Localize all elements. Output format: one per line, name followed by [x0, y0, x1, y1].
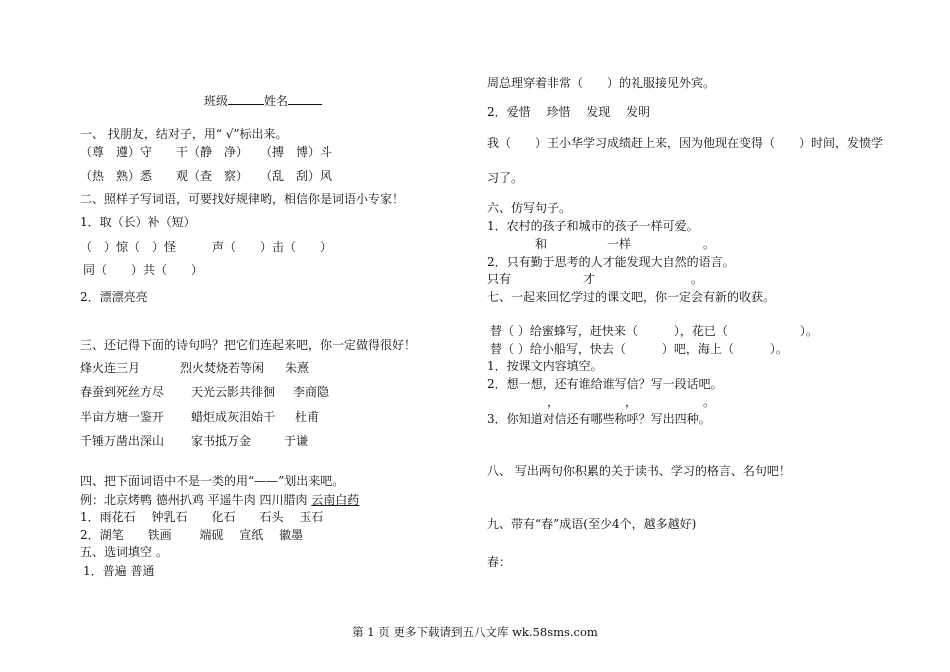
class-name-header — [204, 93, 322, 109]
poem-line: 烽火连三月 — [80, 361, 141, 375]
section-6-item-2-fill[interactable]: 只有 才 。 — [487, 272, 704, 286]
section-1-row-2: （热 熟）悉 观（查 察） （乱 刮）风 — [80, 169, 333, 183]
poem-line: 蜡炬成灰泪始干 — [191, 410, 276, 424]
section-5-sentence-2b: 习了。 — [487, 171, 524, 185]
poem-author: 于谦 — [284, 434, 309, 448]
section-2-row-1: （ ）惊（ ）怪 声（ ）击（ ） — [80, 240, 333, 254]
section-5-item-1: 1．普遍 普通 — [83, 564, 155, 578]
section-5-sentence-1: 周总理穿着非常（ ）的礼服接见外宾。 — [487, 76, 716, 90]
page-footer: 第 1 页 更多下载请到五八文库 wk.58sms.com — [352, 625, 598, 639]
poem-line: 家书抵万金 — [191, 434, 252, 448]
section-9-label: 春： — [487, 555, 512, 569]
section-2-item-1: 1．取（长）补（短） — [80, 215, 196, 229]
section-7-fill-1[interactable]: 替（ ）给蜜蜂写，赶快来（ ），花已（ ）。 — [490, 324, 818, 338]
section-7-question-2: 2．想一想，还有谁给谁写信？写一段话吧。 — [487, 377, 723, 391]
section-8-title: 八、 写出两句你积累的关于读书、学习的格言、名句吧！ — [487, 464, 791, 478]
section-4-item-2: 2．湖笔 铁画 端砚 宣纸 徽墨 — [80, 528, 304, 542]
section-6-item-2: 2．只有勤于思考的人才能发现大自然的语言。 — [487, 255, 735, 269]
section-7-commas[interactable]: ， ， 。 — [487, 395, 716, 409]
class-blank[interactable] — [228, 93, 264, 105]
section-4-example — [80, 492, 359, 508]
poem-author: 杜甫 — [295, 410, 320, 424]
example-prefix: 例：北京烤鸭 德州扒鸡 平遥牛肉 四川腊肉 — [80, 493, 312, 507]
section-2-item-2: 2．漂漂亮亮 — [80, 290, 148, 304]
section-7-fill-2[interactable]: 替（ ）给小船写，快去（ ）吧，海上（ ）。 — [490, 342, 788, 356]
section-7-question-3: 3．你知道对信还有哪些称呼？写出四种。 — [487, 412, 711, 426]
name-blank[interactable] — [288, 93, 322, 105]
poem-line: 烈火焚烧若等闲 — [180, 361, 265, 375]
class-label: 班级 — [204, 94, 229, 108]
poem-author: 李商隐 — [293, 385, 330, 399]
section-5-sentence-2a: 我（ ）王小华学习成绩赶上来，因为他现在变得（ ）时间，发愤学 — [487, 136, 884, 150]
section-4-item-1: 1．雨花石 钟乳石 化石 石头 玉石 — [80, 510, 324, 524]
poem-line: 千锤万凿出深山 — [80, 434, 165, 448]
section-5-title: 五、选词填空 。 — [80, 545, 168, 559]
section-7-question-1: 1．按课文内容填空。 — [487, 359, 603, 373]
poem-author: 朱熹 — [285, 361, 310, 375]
section-9-title: 九、带有“春”成语(至少4个，越多越好) — [487, 517, 697, 531]
section-7-title: 七、一起来回忆学过的课文吧，你一定会有新的收获。 — [487, 290, 776, 304]
section-5-item-2: 2．爱惜 珍惜 发现 发明 — [487, 105, 651, 119]
section-1-row-1: （尊 遵）守 干（静 净） （搏 博）斗 — [80, 145, 333, 159]
section-1-title: 一、 找朋友，结对子，用“ √”标出来。 — [80, 127, 288, 141]
example-underlined: 云南白药 — [311, 493, 360, 507]
poem-line: 半亩方塘一鉴开 — [80, 410, 165, 424]
section-4-title: 四、把下面词语中不是一类的用“——”划出来吧。 — [80, 474, 345, 488]
name-label: 姓名 — [264, 94, 289, 108]
section-2-title: 二、照样子写词语，可要找好规律哟，相信你是词语小专家！ — [80, 192, 405, 206]
poem-line: 天光云影共徘徊 — [191, 385, 276, 399]
poem-line: 春蚕到死丝方尽 — [80, 385, 165, 399]
section-2-row-2: 同（ ）共（ ） — [83, 263, 204, 277]
section-6-item-1: 1．农村的孩子和城市的孩子一样可爱。 — [487, 219, 699, 233]
section-3-title: 三、还记得下面的诗句吗？把它们连起来吧，你一定做得很好！ — [80, 338, 417, 352]
section-6-item-1-fill[interactable]: 和 一样 。 — [487, 237, 716, 251]
section-6-title: 六、仿写句子。 — [487, 201, 572, 215]
